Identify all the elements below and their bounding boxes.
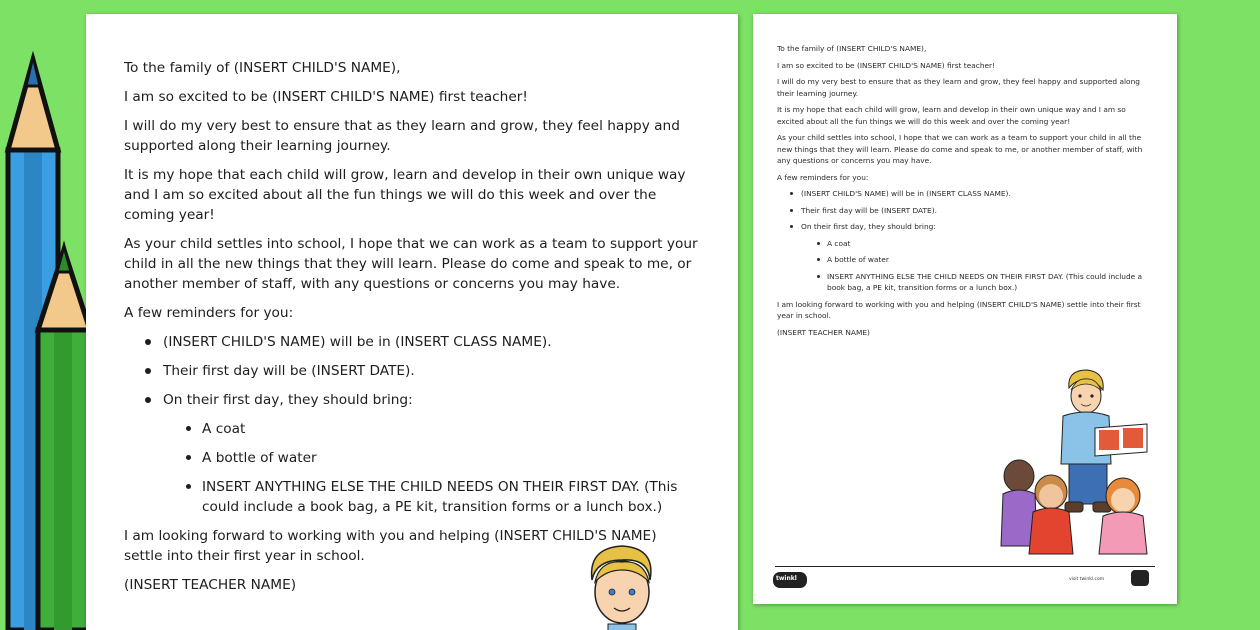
badge-icon bbox=[1131, 570, 1149, 586]
paragraph-2: I will do my very best to ensure that as they learn and grow, they feel happy and supported along their learning journey. bbox=[777, 77, 1140, 98]
closing-paragraph: I am looking forward to working with you and helping (INSERT CHILD'S NAME) settle into their first year in school. bbox=[777, 299, 1141, 320]
letter-page-small bbox=[753, 14, 1177, 604]
footer-logo-text: twinkl bbox=[776, 575, 797, 582]
footer-url: visit twinkl.com bbox=[1069, 577, 1105, 582]
bring-items-list bbox=[183, 419, 698, 517]
green-pencil-icon bbox=[38, 246, 90, 630]
teacher-reading-illustration bbox=[999, 368, 1149, 558]
paragraph-3: It is my hope that each child will grow, learn and develop in their own unique way and I am so excited about all the fun things we will do this week and over the coming year! bbox=[124, 167, 686, 223]
pencils-illustration bbox=[0, 0, 90, 630]
bring-items-list bbox=[815, 238, 1155, 294]
reminders-intro: A few reminders for you: bbox=[124, 305, 294, 321]
list-item: On their first day, they should bring: A coat A bottle of water INSERT ANYTHING ELSE THE CHILD NEEDS ON THEIR FIRST DAY. (This could include a book bag, a PE kit, transition forms or a lunch box.) bbox=[142, 390, 698, 517]
salutation: To the family of (INSERT CHILD'S NAME), bbox=[777, 44, 927, 53]
list-item: A bottle of water bbox=[183, 448, 698, 468]
list-item: On their first day, they should bring: A coat A bottle of water INSERT ANYTHING ELSE THE CHILD NEEDS ON THEIR FIRST DAY. (This could include a book bag, a PE kit, transition forms or a lunch box.) bbox=[787, 221, 1155, 294]
list-item: (INSERT CHILD'S NAME) will be in (INSERT CLASS NAME). bbox=[142, 332, 698, 352]
salutation: To the family of (INSERT CHILD'S NAME), bbox=[124, 60, 401, 76]
paragraph-2: I will do my very best to ensure that as they learn and grow, they feel happy and supported along their learning journey. bbox=[124, 118, 680, 154]
signature: (INSERT TEACHER NAME) bbox=[124, 577, 297, 593]
list-item: A coat bbox=[815, 238, 1155, 250]
list-item: Their first day will be (INSERT DATE). bbox=[142, 361, 698, 381]
signature: (INSERT TEACHER NAME) bbox=[777, 327, 870, 337]
reminders-list bbox=[787, 188, 1155, 294]
reminders-list bbox=[142, 332, 698, 517]
list-item: Their first day will be (INSERT DATE). bbox=[787, 205, 1155, 217]
letter-page-large bbox=[86, 14, 738, 630]
teacher-illustration bbox=[578, 540, 668, 630]
list-item: A coat bbox=[183, 419, 698, 439]
list-item: A bottle of water bbox=[815, 254, 1155, 266]
paragraph-3: It is my hope that each child will grow, learn and develop in their own unique way and I am so excited about all the fun things we will do this week and over the coming year! bbox=[777, 105, 1126, 126]
list-item: INSERT ANYTHING ELSE THE CHILD NEEDS ON THEIR FIRST DAY. (This could include a book bag, a PE kit, transition forms or a lunch box.) bbox=[183, 477, 698, 517]
footer-divider bbox=[775, 566, 1155, 567]
paragraph-4: As your child settles into school, I hope that we can work as a team to support your child in all the new things that they will learn. Please do come and speak to me, or another member of staff, with any questions or concerns you may have. bbox=[777, 133, 1143, 165]
paragraph-1: I am so excited to be (INSERT CHILD'S NAME) first teacher! bbox=[124, 89, 528, 105]
list-item: INSERT ANYTHING ELSE THE CHILD NEEDS ON THEIR FIRST DAY. (This could include a book bag, a PE kit, transition forms or a lunch box.) bbox=[815, 271, 1155, 294]
closing-paragraph: I am looking forward to working with you and helping (INSERT CHILD'S NAME) settle into their first year in school. bbox=[124, 528, 657, 564]
paragraph-4: As your child settles into school, I hope that we can work as a team to support your child in all the new things that they will learn. Please do come and speak to me, or another member of staff, with any questions or concerns you may have. bbox=[124, 236, 698, 292]
list-item: (INSERT CHILD'S NAME) will be in (INSERT CLASS NAME). bbox=[787, 188, 1155, 200]
reminders-intro: A few reminders for you: bbox=[777, 172, 869, 182]
paragraph-1: I am so excited to be (INSERT CHILD'S NAME) first teacher! bbox=[777, 60, 996, 70]
